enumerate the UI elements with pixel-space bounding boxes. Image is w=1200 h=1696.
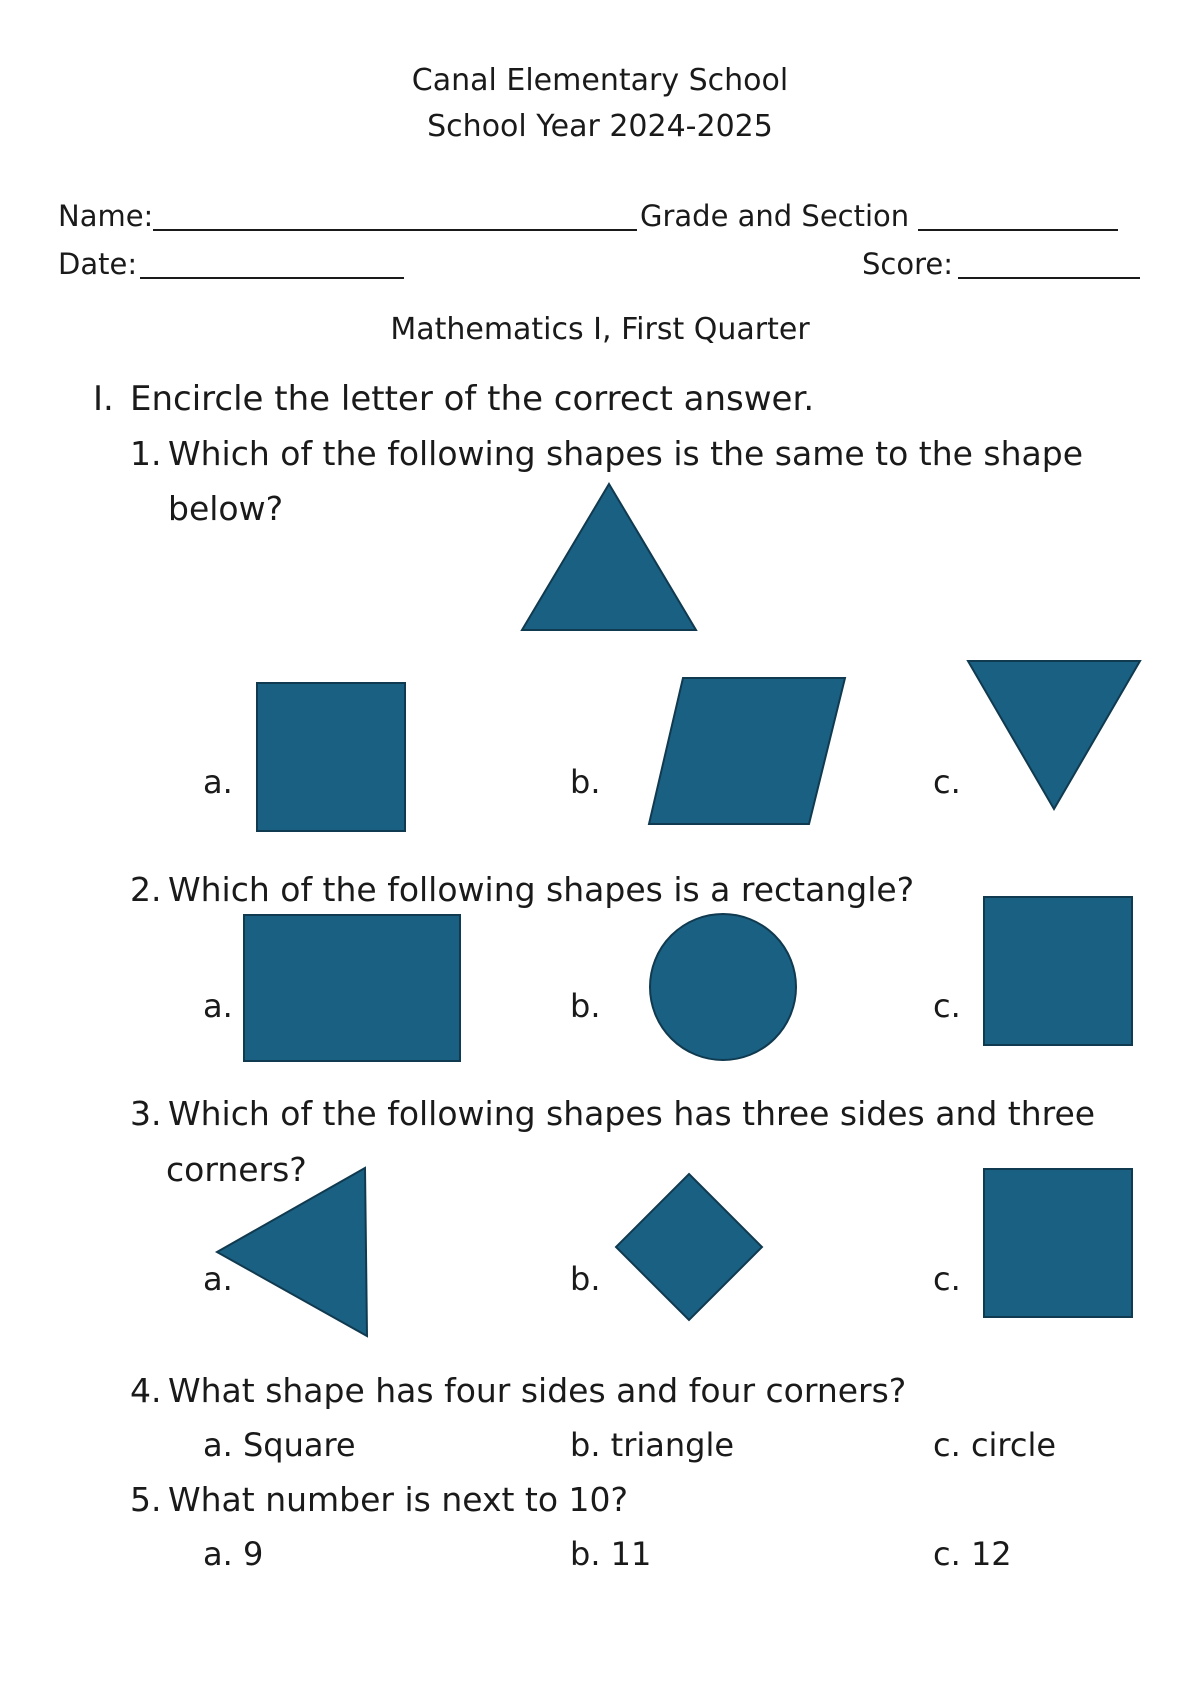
section-number: I. — [93, 379, 114, 419]
question-1-text: Which of the following shapes is the same to the shape — [168, 434, 1084, 473]
question-1-number: 1. — [130, 434, 162, 473]
question-4-number: 4. — [130, 1371, 162, 1410]
date-label: Date: — [58, 247, 138, 281]
question-5-text: What number is next to 10? — [168, 1480, 629, 1519]
option-a-rectangle-shape[interactable] — [243, 914, 461, 1062]
score-label: Score: — [862, 247, 953, 281]
name-field[interactable] — [153, 229, 637, 231]
question-2-option-c-letter[interactable]: c. — [933, 987, 961, 1025]
section-instruction: Encircle the letter of the correct answer. — [130, 379, 815, 419]
school-year: School Year 2024-2025 — [427, 109, 773, 144]
grade-section-field[interactable] — [918, 229, 1118, 231]
option-c-triangle-down-shape[interactable] — [966, 659, 1142, 811]
grade-section-label: Grade and Section — [640, 199, 910, 233]
question-4-option-c[interactable]: c. circle — [933, 1426, 1057, 1464]
question-2-option-a-letter[interactable]: a. — [203, 987, 233, 1025]
score-field[interactable] — [958, 277, 1140, 279]
question-3-text: Which of the following shapes has three sides and three — [168, 1094, 1096, 1133]
question-2-number: 2. — [130, 870, 162, 909]
option-b-diamond-shape[interactable] — [614, 1172, 764, 1322]
question-3-option-b-letter[interactable]: b. — [570, 1260, 601, 1298]
question-3-option-c-letter[interactable]: c. — [933, 1260, 961, 1298]
question-4-option-a[interactable]: a. Square — [203, 1426, 356, 1464]
option-c-square-shape[interactable] — [983, 896, 1133, 1046]
question-5-option-a[interactable]: a. 9 — [203, 1535, 264, 1573]
question-5-option-b[interactable]: b. 11 — [570, 1535, 652, 1573]
option-a-square-shape[interactable] — [256, 682, 406, 832]
question-1-option-b-letter[interactable]: b. — [570, 763, 601, 801]
question-4-option-b[interactable]: b. triangle — [570, 1426, 735, 1464]
subject-title: Mathematics I, First Quarter — [390, 312, 810, 347]
school-name: Canal Elementary School — [411, 63, 789, 98]
question-5-number: 5. — [130, 1480, 162, 1519]
option-b-parallelogram-shape[interactable] — [647, 676, 847, 826]
reference-triangle-shape — [520, 482, 698, 632]
question-3-text-cont: corners? — [166, 1150, 307, 1189]
date-field[interactable] — [140, 277, 404, 279]
question-3-option-a-letter[interactable]: a. — [203, 1260, 233, 1298]
question-1-option-c-letter[interactable]: c. — [933, 763, 961, 801]
question-3-number: 3. — [130, 1094, 162, 1133]
option-a-triangle-left-shape[interactable] — [215, 1166, 369, 1338]
question-4-text: What shape has four sides and four corners? — [168, 1371, 907, 1410]
question-2-text: Which of the following shapes is a rectangle? — [168, 870, 915, 909]
question-2-option-b-letter[interactable]: b. — [570, 987, 601, 1025]
question-5-option-c[interactable]: c. 12 — [933, 1535, 1012, 1573]
name-label: Name: — [58, 199, 154, 233]
question-1-option-a-letter[interactable]: a. — [203, 763, 233, 801]
question-1-text-cont: below? — [168, 489, 284, 528]
option-c-square-shape[interactable] — [983, 1168, 1133, 1318]
option-b-circle-shape[interactable] — [648, 912, 798, 1062]
